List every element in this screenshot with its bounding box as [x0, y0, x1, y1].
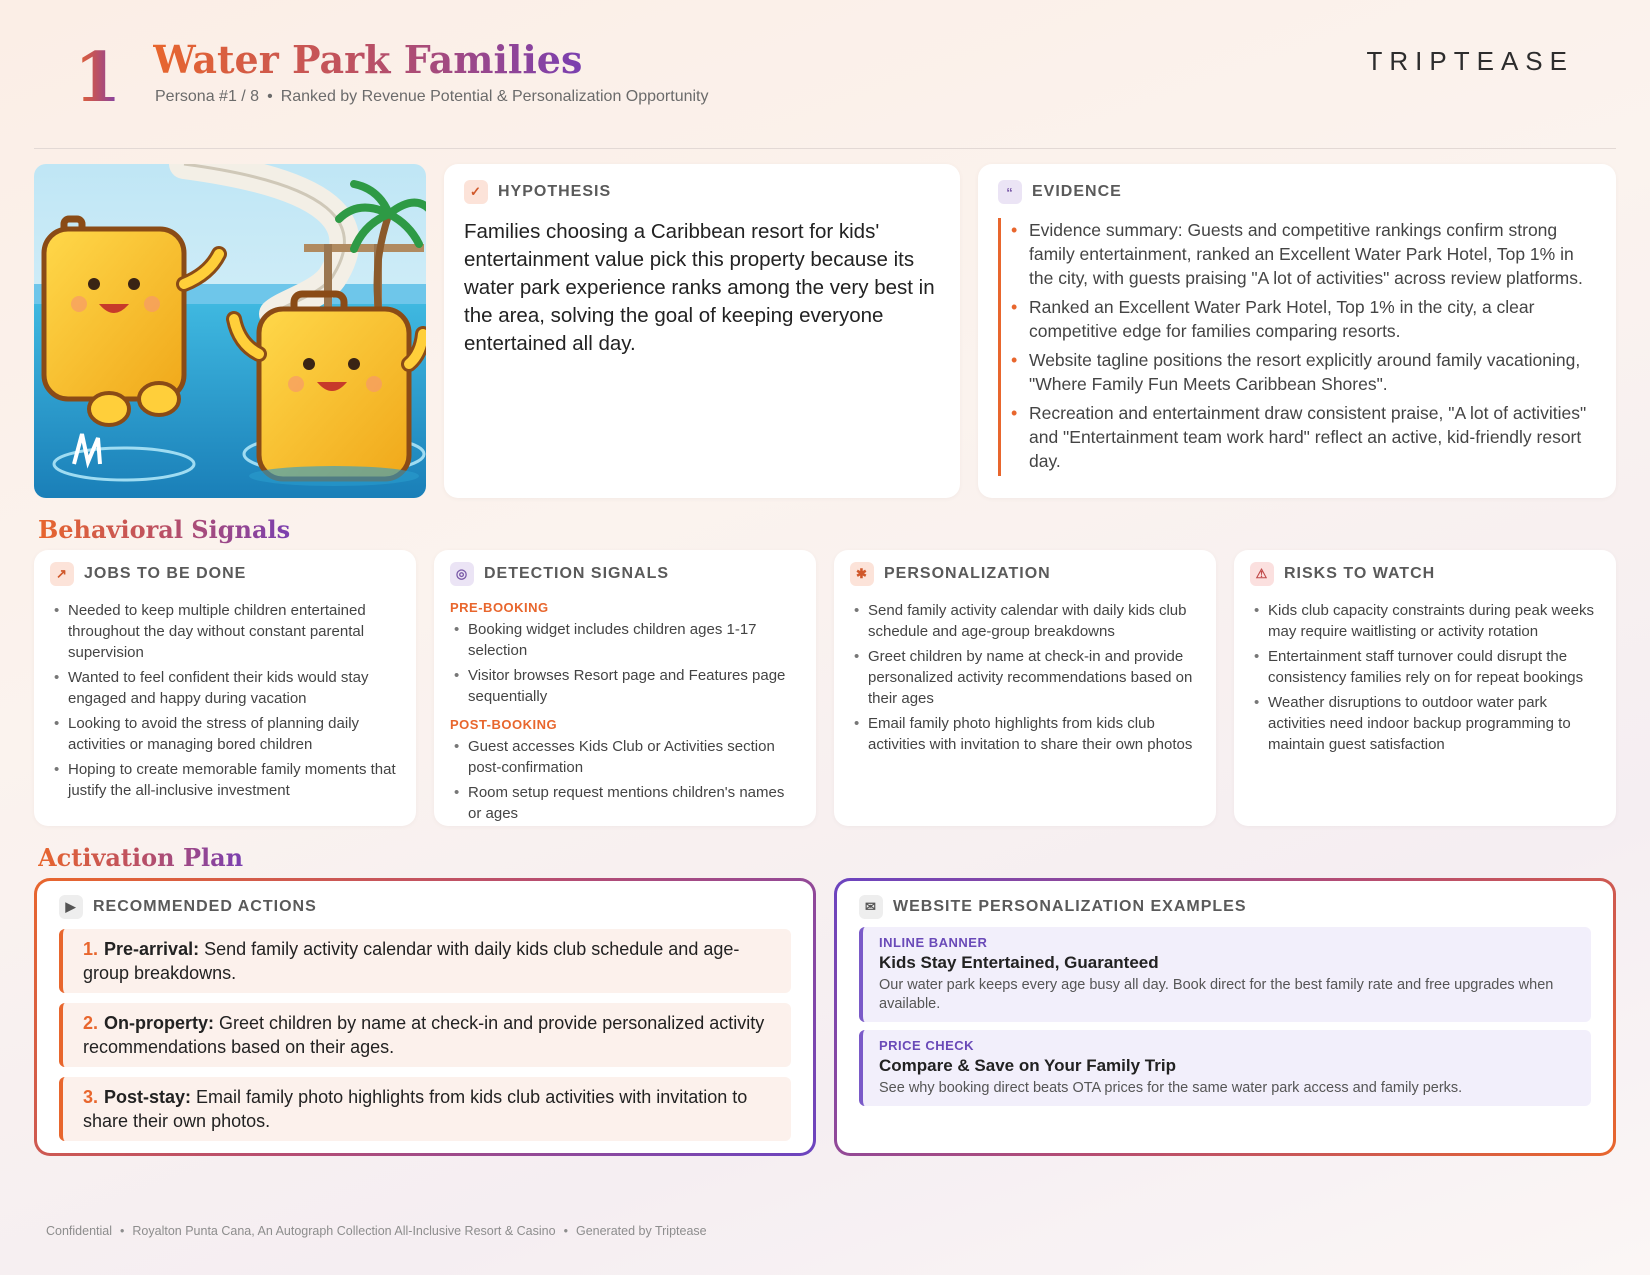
- behavioral-signals-title: Behavioral Signals: [38, 515, 291, 544]
- pre-booking-label: PRE-BOOKING: [450, 600, 549, 615]
- post-booking-label: POST-BOOKING: [450, 717, 558, 732]
- personalization-list: [850, 600, 1200, 755]
- evidence-header: [998, 180, 1596, 204]
- step-label: On-property:: [104, 1013, 215, 1033]
- action-step: [59, 929, 791, 993]
- ranking-label: Ranked by Revenue Potential & Personalization Opportunity: [280, 88, 709, 105]
- post-booking-list: [450, 736, 800, 824]
- mail-icon: ✉: [859, 895, 883, 919]
- actions-header: [59, 895, 791, 919]
- example-item: [859, 1030, 1591, 1106]
- hypothesis-card: [444, 164, 960, 498]
- list-item: • Kids club capacity constraints during peak weeks may require waitlisting or activity rotation: [1250, 600, 1600, 642]
- quote-icon: “: [998, 180, 1022, 204]
- list-item: • Needed to keep multiple children entertained throughout the day without constant parental supervision: [50, 600, 400, 663]
- example-title: Compare & Save on Your Family Trip: [879, 1056, 1176, 1075]
- footer: [46, 1224, 707, 1238]
- step-text: Send family activity calendar with daily kids club schedule and age-group breakdowns.: [83, 939, 740, 983]
- step-text: Greet children by name at check-in and provide personalized activity recommendations based on their ages.: [83, 1013, 765, 1057]
- separator-dot: •: [120, 1224, 125, 1238]
- persona-number: 1: [74, 38, 122, 118]
- warning-icon: ⚠: [1250, 562, 1274, 586]
- jobs-heading: JOBS TO BE DONE: [84, 565, 247, 582]
- risks-card: [1234, 550, 1616, 826]
- list-item: • Greet children by name at check-in and provide personalized activity recommendations based on their ages: [850, 646, 1200, 709]
- list-item: • Entertainment staff turnover could disrupt the consistency families rely on for repeat bookings: [1250, 646, 1600, 688]
- header-divider: [34, 148, 1616, 149]
- evidence-item: • Recreation and entertainment draw consistent praise, "A lot of activities" and "Entertainment team work hard" reflect an active, kid-friendly resort day.: [1029, 401, 1596, 473]
- example-type: PRICE CHECK: [879, 1038, 975, 1053]
- step-label: Pre-arrival:: [104, 939, 200, 959]
- jobs-card: [34, 550, 416, 826]
- risks-list: [1250, 600, 1600, 755]
- target-icon: ◎: [450, 562, 474, 586]
- jobs-header: [50, 562, 400, 586]
- evidence-item: • Evidence summary: Guests and competitive rankings confirm strong family entertainment, ranked an Excellent Water Park Hotel, Top 1% in the city, with guests praising "A lot of activities" across review platforms.: [1029, 218, 1596, 290]
- personalization-heading: PERSONALIZATION: [884, 565, 1051, 582]
- evidence-item: • Ranked an Excellent Water Park Hotel, Top 1% in the city, a clear competitive edge for families comparing resorts.: [1029, 295, 1596, 343]
- sparkle-icon: ✱: [850, 562, 874, 586]
- footer-confidential: Confidential: [46, 1224, 113, 1238]
- pre-booking-list: [450, 619, 800, 707]
- persona-label: Persona #1 / 8: [155, 88, 260, 105]
- evidence-item: • Website tagline positions the resort explicitly around family vacationing, "Where Family Fun Meets Caribbean Shores".: [1029, 348, 1596, 396]
- website-personalization-card: [834, 878, 1616, 1156]
- example-desc: See why booking direct beats OTA prices for the same water park access and family perks.: [879, 1080, 1463, 1096]
- play-icon: ▶: [59, 895, 83, 919]
- personalization-header: [850, 562, 1200, 586]
- brand-logo: TRIPTEASE: [1366, 46, 1574, 76]
- arrow-up-right-icon: ↗: [50, 562, 74, 586]
- page-subtitle: [155, 88, 709, 106]
- list-item: • Hoping to create memorable family moments that justify the all-inclusive investment: [50, 759, 400, 801]
- separator-dot: •: [563, 1224, 568, 1238]
- example-title: Kids Stay Entertained, Guaranteed: [879, 953, 1159, 972]
- activation-plan-title: Activation Plan: [38, 843, 244, 872]
- action-step: [59, 1003, 791, 1067]
- example-desc: Our water park keeps every age busy all day. Book direct for the best family rate and free upgrades when available.: [879, 977, 1554, 1012]
- detection-card: [434, 550, 816, 826]
- check-icon: ✓: [464, 180, 488, 204]
- step-text: Email family photo highlights from kids club activities with invitation to share their own photos.: [83, 1087, 748, 1131]
- example-type: INLINE BANNER: [879, 935, 988, 950]
- hero-illustration: [34, 164, 426, 498]
- recommended-actions-card: [34, 878, 816, 1156]
- list-item: • Weather disruptions to outdoor water park activities need indoor backup programming to maintain guest satisfaction: [1250, 692, 1600, 755]
- list-item: • Email family photo highlights from kids club activities with invitation to share their own photos: [850, 713, 1200, 755]
- examples-heading: WEBSITE PERSONALIZATION EXAMPLES: [893, 898, 1247, 915]
- examples-header: [859, 895, 1591, 919]
- risks-header: [1250, 562, 1600, 586]
- action-step: [59, 1077, 791, 1141]
- list-item: • Booking widget includes children ages 1-17 selection: [450, 619, 800, 661]
- list-item: • Guest accesses Kids Club or Activities section post-confirmation: [450, 736, 800, 778]
- list-item: • Room setup request mentions children's names or ages: [450, 782, 800, 824]
- step-number: 1.: [83, 939, 99, 959]
- risks-heading: RISKS TO WATCH: [1284, 565, 1436, 582]
- list-item: • Looking to avoid the stress of planning daily activities or managing bored children: [50, 713, 400, 755]
- list-item: • Send family activity calendar with daily kids club schedule and age-group breakdowns: [850, 600, 1200, 642]
- separator-dot: •: [267, 88, 273, 105]
- hypothesis-heading: HYPOTHESIS: [498, 183, 612, 200]
- list-item: • Visitor browses Resort page and Features page sequentially: [450, 665, 800, 707]
- evidence-list: [998, 218, 1596, 476]
- step-number: 3.: [83, 1087, 99, 1107]
- hypothesis-text: Families choosing a Caribbean resort for kids' entertainment value pick this property because its water park experience ranks among the very best in the area, solving the goal of keeping everyone entertained all day.: [464, 220, 935, 355]
- step-number: 2.: [83, 1013, 99, 1033]
- jobs-list: [50, 600, 400, 801]
- example-item: [859, 927, 1591, 1022]
- step-label: Post-stay:: [104, 1087, 192, 1107]
- actions-heading: RECOMMENDED ACTIONS: [93, 898, 317, 915]
- evidence-heading: EVIDENCE: [1032, 183, 1122, 200]
- hypothesis-header: [464, 180, 940, 204]
- personalization-card: [834, 550, 1216, 826]
- page-title: Water Park Families: [153, 37, 583, 82]
- detection-heading: DETECTION SIGNALS: [484, 565, 670, 582]
- footer-property: Royalton Punta Cana, An Autograph Collection All-Inclusive Resort & Casino: [132, 1224, 556, 1238]
- detection-header: [450, 562, 800, 586]
- footer-generated: Generated by Triptease: [575, 1224, 707, 1238]
- evidence-card: [978, 164, 1616, 498]
- list-item: • Wanted to feel confident their kids would stay engaged and happy during vacation: [50, 667, 400, 709]
